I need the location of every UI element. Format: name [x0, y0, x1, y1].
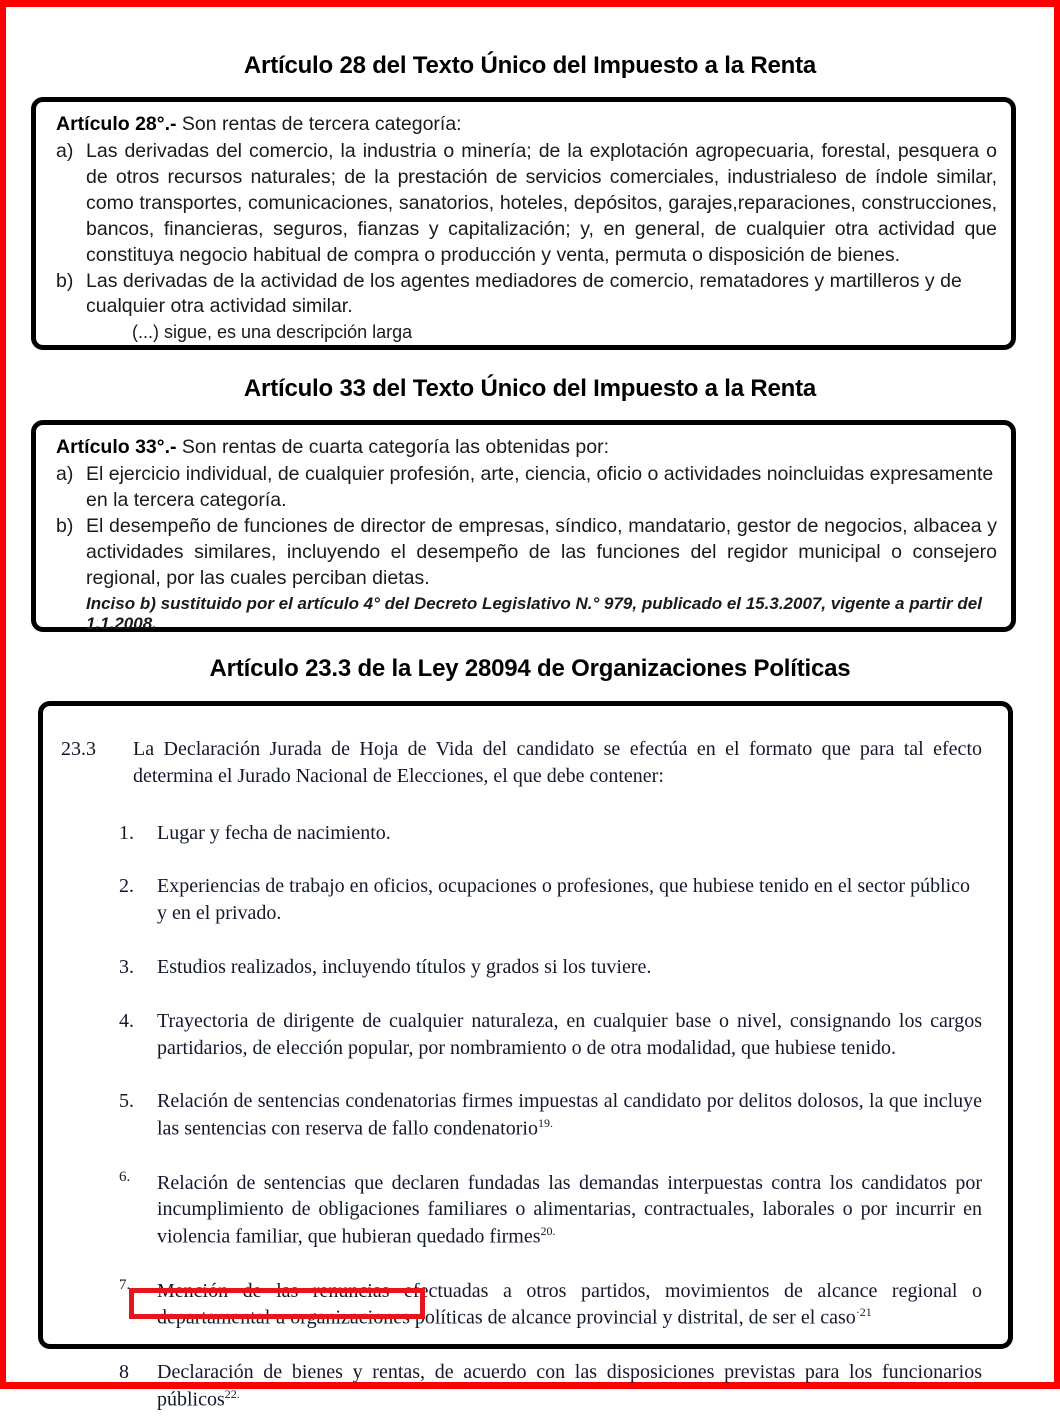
list-item-number: 5.	[119, 1090, 134, 1113]
list-item-text	[157, 1359, 982, 1413]
article-33-amendment-note: Inciso b) sustituido por el artículo 4° del Decreto Legislativo N.° 979, publicado el 15.3.2007, vigente a partir del 1.1.2008.	[86, 593, 982, 633]
list-item	[119, 954, 982, 981]
list-item-number: 7.	[119, 1276, 131, 1293]
article-28-item-b-marker: b)	[56, 269, 74, 292]
list-item-number: 3.	[119, 955, 134, 978]
article-28-lead	[56, 112, 997, 138]
list-item	[119, 820, 982, 847]
clause-number: 23.3	[61, 738, 96, 760]
list-item-text: Trayectoria de dirigente de cualquier naturaleza, en cualquier base o nivel, consignando los cargos partidarios, de elección popular, por nombramiento o de otra modalidad, que hubiese tenido.	[157, 1009, 982, 1059]
list-item-text: Lugar y fecha de nacimiento.	[157, 821, 391, 844]
list-item-highlighted	[119, 1359, 982, 1413]
section-heading-ley-28094: Artículo 23.3 de la Ley 28094 de Organizaciones Políticas	[209, 655, 851, 682]
list-item	[119, 1008, 982, 1062]
list-item-text	[157, 1278, 982, 1332]
article-28-item-a	[56, 139, 997, 269]
article-28-item-a-marker: a)	[56, 139, 74, 162]
list-item-number: 1.	[119, 821, 134, 844]
footnote-marker: 20.	[540, 1224, 556, 1239]
article-33-item-a-text: El ejercicio individual, de cualquier profesión, arte, ciencia, oficio o actividades noincluidas expresamente en la tercera categoría.	[86, 462, 994, 511]
page-inner	[6, 7, 1054, 1411]
list-item-number: 8	[119, 1360, 129, 1383]
list-item-text: Estudios realizados, incluyendo títulos y grados si los tuviere.	[157, 955, 652, 978]
list-item-number: 2.	[119, 875, 134, 898]
article-33-item-b-marker: b)	[56, 514, 74, 537]
list-item-body: Relación de sentencias que declaren fundadas las demandas interpuestas contra los candidatos por incumplimiento de obligaciones familiares o alimentarias, contractuales, laborales o por incurrir en violencia familiar, que hubieran quedado firmes	[157, 1171, 982, 1248]
ley-28094-body	[43, 706, 1008, 1425]
article-33-box	[31, 420, 1016, 632]
list-item-body: Declaración de bienes y rentas, de acuerdo con las disposiciones previstas para los funcionarios públicos	[157, 1360, 982, 1411]
list-item-text	[157, 1088, 982, 1142]
article-33-item-b	[56, 514, 997, 592]
article-28-box	[31, 97, 1016, 350]
list-item	[119, 1170, 982, 1251]
footnote-marker: ·21	[855, 1305, 872, 1320]
article-33-number: Artículo 33°.-	[56, 436, 177, 458]
list-item-body: Relación de sentencias condenatorias firmes impuestas al candidato por delitos dolosos, la que incluye las sentencias con reserva de fallo condenatorio	[157, 1090, 982, 1140]
list-item	[119, 873, 982, 927]
clause-23-3	[61, 736, 982, 790]
list-item	[119, 1088, 982, 1142]
footnote-marker: 22.	[224, 1386, 240, 1401]
list-item-text: Experiencias de trabajo en oficios, ocupaciones o profesiones, que hubiese tenido en el sector público y en el privado.	[157, 875, 971, 925]
clause-text: La Declaración Jurada de Hoja de Vida del candidato se efectúa en el formato que para tal efecto determina el Jurado Nacional de Elecciones, el que debe contener:	[133, 738, 982, 787]
list-item	[119, 1278, 982, 1332]
article-28-body	[36, 102, 1011, 352]
article-28-item-b	[56, 269, 997, 321]
footnote-marker: 19.	[537, 1116, 553, 1131]
ley-28094-box	[38, 701, 1013, 1411]
article-33-body	[36, 425, 1011, 640]
article-33-lead	[56, 435, 997, 461]
article-28-lead-rest: Son rentas de tercera categoría:	[176, 113, 462, 135]
article-28-item-b-text: Las derivadas de la actividad de los agentes mediadores de comercio, rematadores y martilleros y de cualquier otra actividad similar.	[86, 269, 962, 318]
article-28-tail-note: (...) sigue, es una descripción larga	[132, 322, 413, 343]
list-item-body: Mención de las renuncias efectuadas a otros partidos, movimientos de alcance regional o departamental u organizaciones políticas de alcance provincial y distrital, de ser el caso	[157, 1279, 982, 1330]
article-28-item-a-text: Las derivadas del comercio, la industria o minería; de la explotación agropecuaria, forestal, pesquera o de otros recursos naturales; de la prestación de servicios comerciales, industrialeso de índole similar, como transportes, comunicaciones, sanatorios, hoteles, depósitos, garajes,reparaciones, construcciones, bancos, financieras, seguros, fianzas y capitalización; y, en general, de cualquier otra actividad que constituya negocio habitual de compra o producción y venta, permuta o disposición de bienes.	[86, 139, 997, 266]
article-33-item-b-text: El desempeño de funciones de director de empresas, síndico, mandatario, gestor de negocios, albacea y actividades similares, incluyendo el desempeño de las funciones del regidor municipal o consejero regional, por las cuales perciban dietas.	[86, 514, 997, 589]
requirements-list	[61, 820, 982, 1414]
article-28-number: Artículo 28°.-	[56, 113, 177, 135]
article-33-item-a	[56, 462, 997, 514]
list-item-text	[157, 1170, 982, 1251]
list-item-number: 4.	[119, 1009, 134, 1032]
section-heading-articulo-33: Artículo 33 del Texto Único del Impuesto a la Renta	[243, 375, 817, 402]
section-heading-articulo-28: Artículo 28 del Texto Único del Impuesto a la Renta	[243, 52, 817, 79]
list-item-number: 6.	[119, 1168, 131, 1185]
article-33-lead-rest: Son rentas de cuarta categoría las obtenidas por:	[176, 436, 610, 458]
article-33-item-a-marker: a)	[56, 462, 74, 485]
